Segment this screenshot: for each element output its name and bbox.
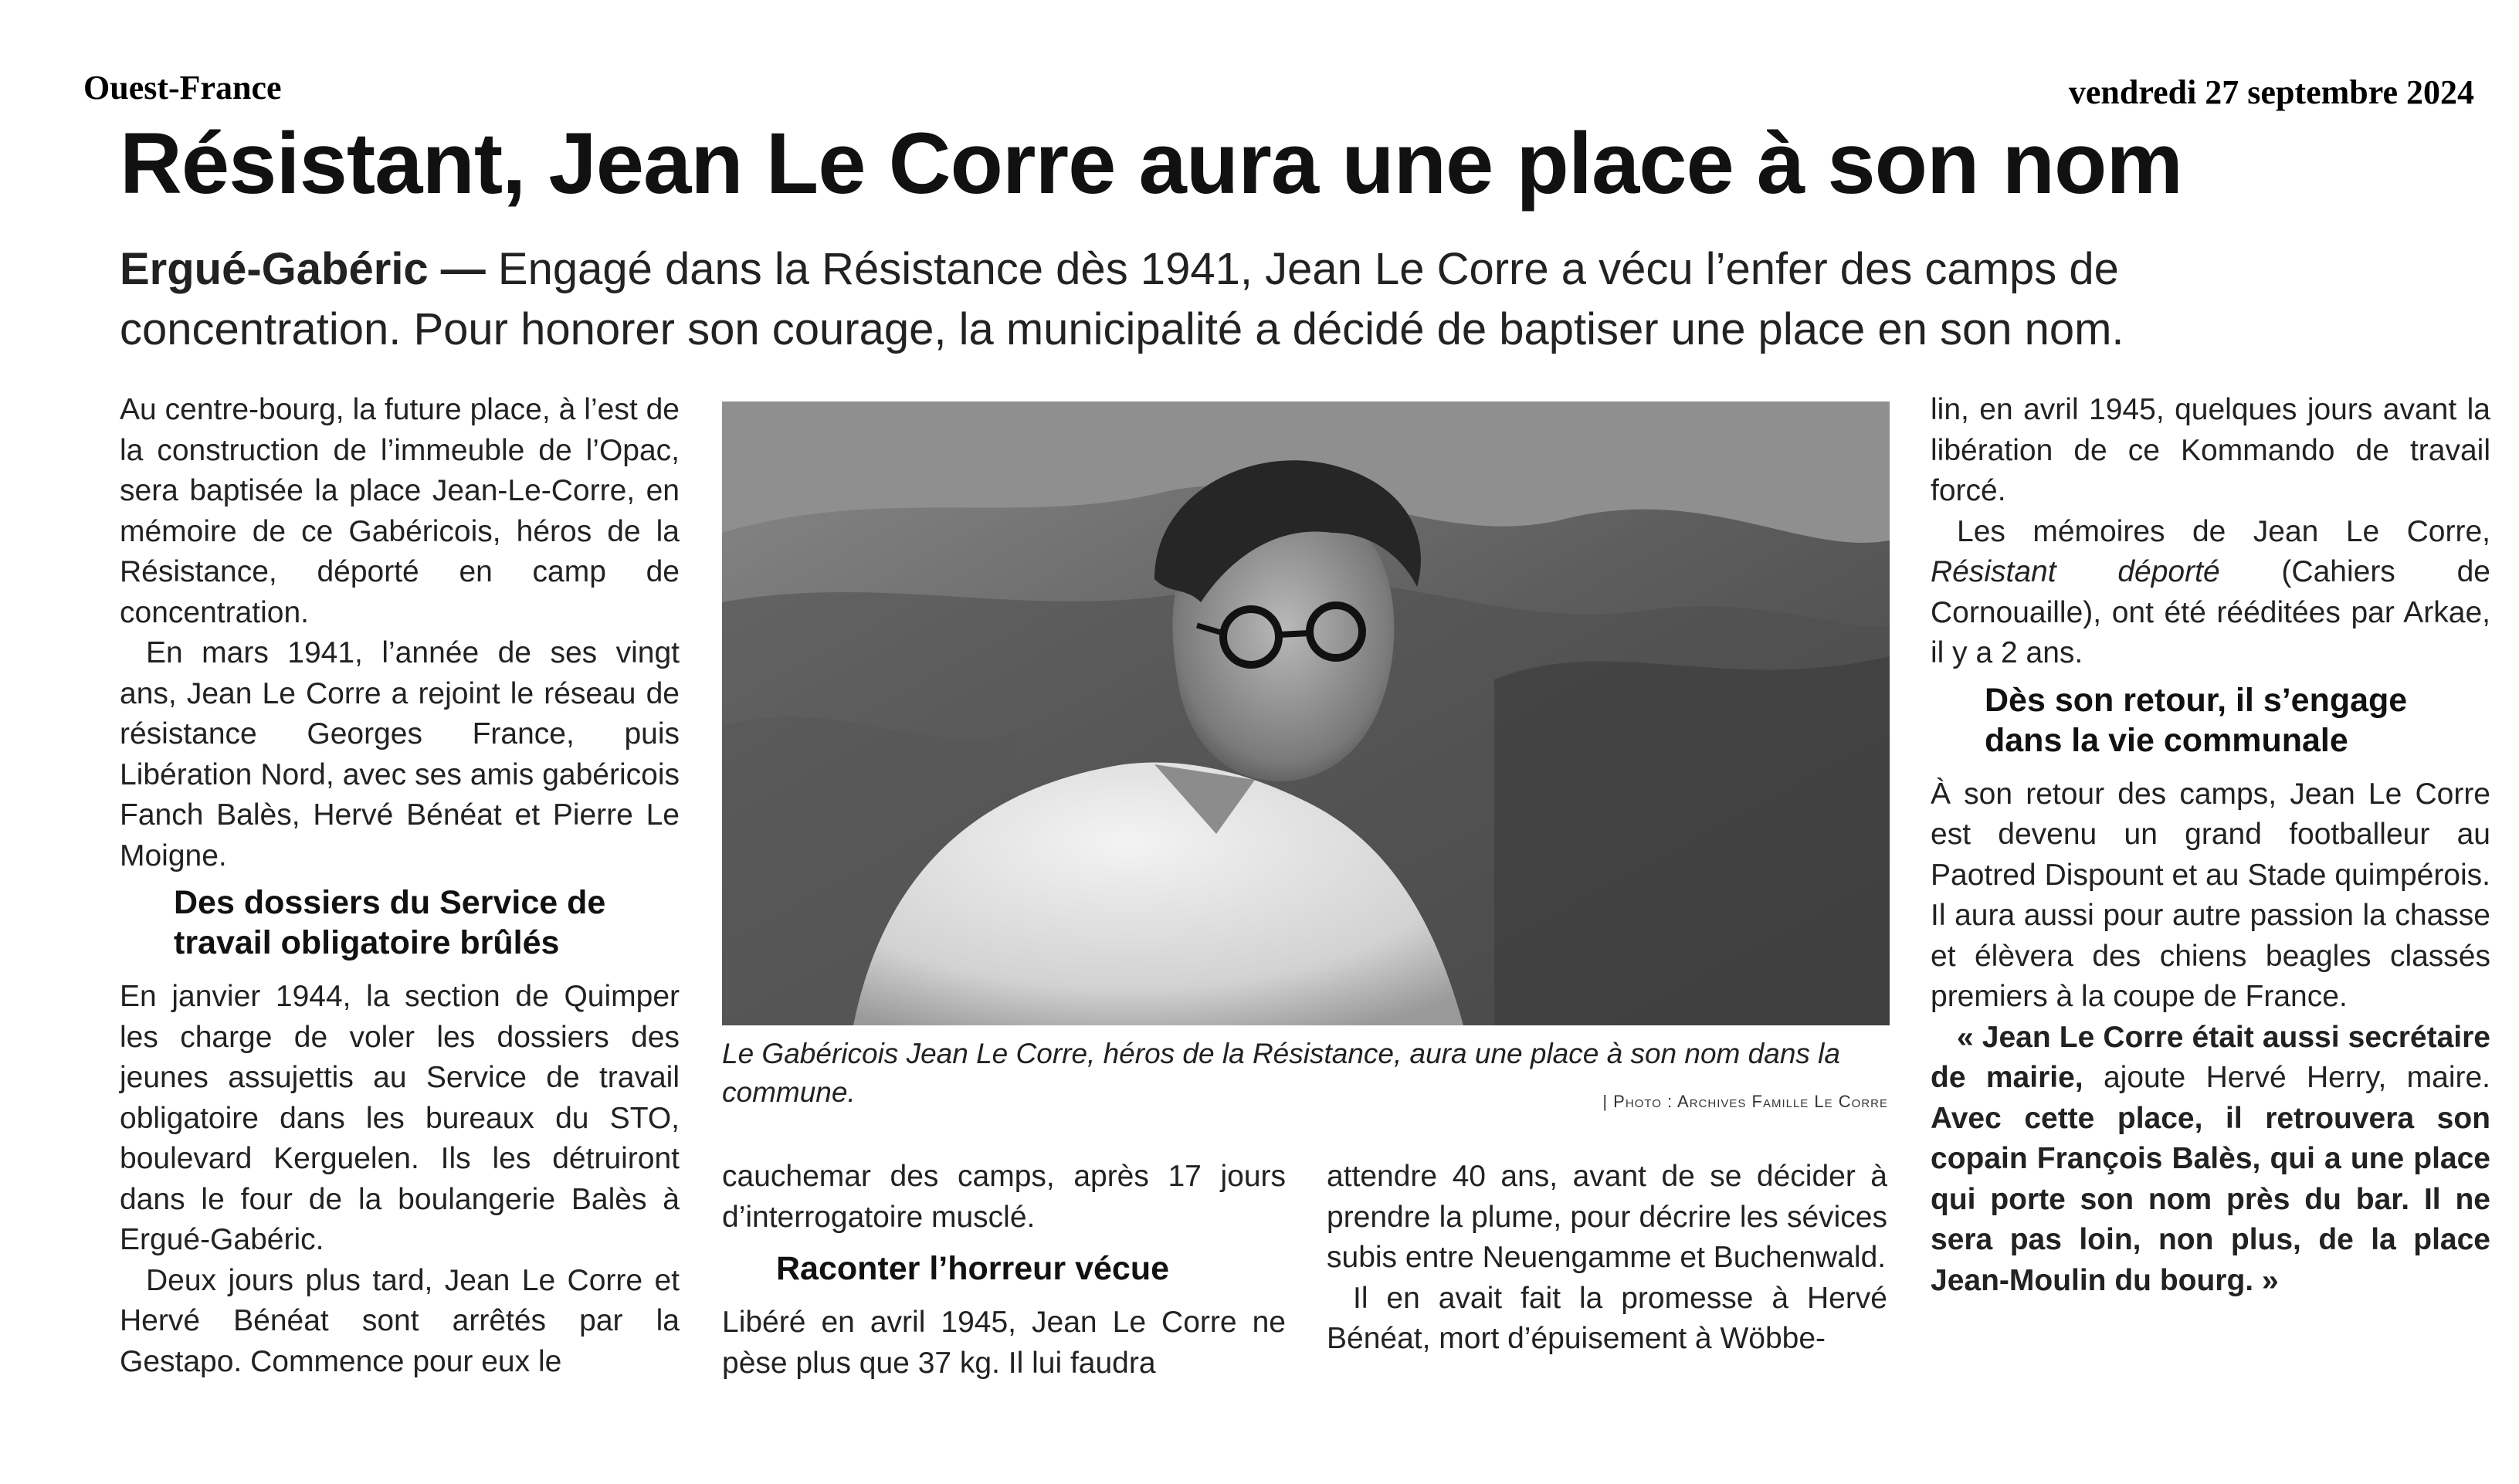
quote-text: « Jean Le Corre était aussi secrétaire de mairie, [1931, 1020, 2490, 1094]
article-column-3 [1327, 1157, 1887, 1360]
paragraph [1931, 512, 2490, 674]
paragraph: Deux jours plus tard, Jean Le Corre et Hervé Bénéat sont arrêtés par la Gestapo. Commence pour eux le [120, 1263, 680, 1378]
subheading: Dès son retour, il s’engage dans la vie communale [1985, 681, 2408, 759]
subheading: Raconter l’horreur vécue [776, 1250, 1170, 1287]
book-title: Résistant déporté [1931, 555, 2220, 588]
paragraph: attendre 40 ans, avant de se décider à prendre la plume, pour décrire les sévices subis entre Neuengamme et Buchenwald. [1327, 1160, 1887, 1274]
photo-caption: Le Gabéricois Jean Le Corre, héros de la Résistance, aura une place à son nom dans la commune. [722, 1038, 1840, 1108]
lede-dateline: Ergué-Gabéric — [120, 244, 486, 294]
paragraph: À son retour des camps, Jean Le Corre est devenu un grand footballeur au Paotred Dispount et au Stade quimpérois. Il aura aussi pour autre passion la chasse et élèvera des chiens beagles classés premiers à la coupe de France. [1931, 777, 2490, 1013]
publication-date: vendredi 27 septembre 2024 [2068, 73, 2474, 111]
text-run: (Cahiers de Cornouaille), ont été rééditées par Arkae, il y a 2 ans. [1931, 555, 2490, 669]
portrait-photo [722, 401, 1890, 1025]
article-column-1 [120, 390, 680, 1382]
article-headline: Résistant, Jean Le Corre aura une place à son nom [120, 115, 2182, 212]
article-column-2 [722, 1157, 1286, 1384]
article-column-4 [1931, 390, 2490, 1301]
text-run: Les mémoires de Jean Le Corre, [1957, 514, 2490, 548]
paragraph: En janvier 1944, la section de Quimper les charge de voler les dossiers des jeunes assujettis au Service de travail obligatoire dans les bureaux du STO, boulevard Kerguelen. Ils les détruiront dans le four de la boulangerie Balès à Ergué-Gabéric. [120, 980, 680, 1256]
quote-text: Avec cette place, il retrouvera son copain François Balès, qui a une place qui porte son nom près du bar. Il ne sera pas loin, non plus, de la place Jean-Moulin du bourg. » [1931, 1101, 2490, 1297]
newspaper-name: Ouest-France [83, 69, 282, 107]
lede-text: Engagé dans la Résistance dès 1941, Jean Le Corre a vécu l’enfer des camps de concentration. Pour honorer son courage, la municipalité a décidé de baptiser une place en son nom. [120, 244, 2124, 354]
paragraph: Il en avait fait la promesse à Hervé Bénéat, mort d’épuisement à Wöbbe- [1327, 1281, 1887, 1355]
paragraph: cauchemar des camps, après 17 jours d’interrogatoire musclé. [722, 1160, 1286, 1234]
quote-attribution: ajoute Hervé Herry, maire. [2083, 1061, 2490, 1094]
paragraph: Au centre-bourg, la future place, à l’est de la construction de l’immeuble de l’Opac, sera baptisée la place Jean-Le-Corre, en mémoire de ce Gabéricois, héros de la Résistance, déporté en camp de concentration. [120, 393, 680, 629]
mayor-quote [1931, 1018, 2490, 1302]
paragraph: lin, en avril 1945, quelques jours avant la libération de ce Kommando de travail forcé. [1931, 393, 2490, 507]
photo-credit: | Photo : Archives Famille Le Corre [1602, 1092, 1888, 1111]
paragraph: Libéré en avril 1945, Jean Le Corre ne pèse plus que 37 kg. Il lui faudra [722, 1306, 1286, 1380]
subheading: Des dossiers du Service de travail obligatoire brûlés [174, 884, 606, 961]
paragraph: En mars 1941, l’année de ses vingt ans, Jean Le Corre a rejoint le réseau de résistance Georges France, puis Libération Nord, avec ses amis gabéricois Fanch Balès, Hervé Bénéat et Pierre Le Moigne. [120, 636, 680, 872]
photo-illustration [722, 401, 1890, 1025]
article-lede [120, 239, 2251, 360]
